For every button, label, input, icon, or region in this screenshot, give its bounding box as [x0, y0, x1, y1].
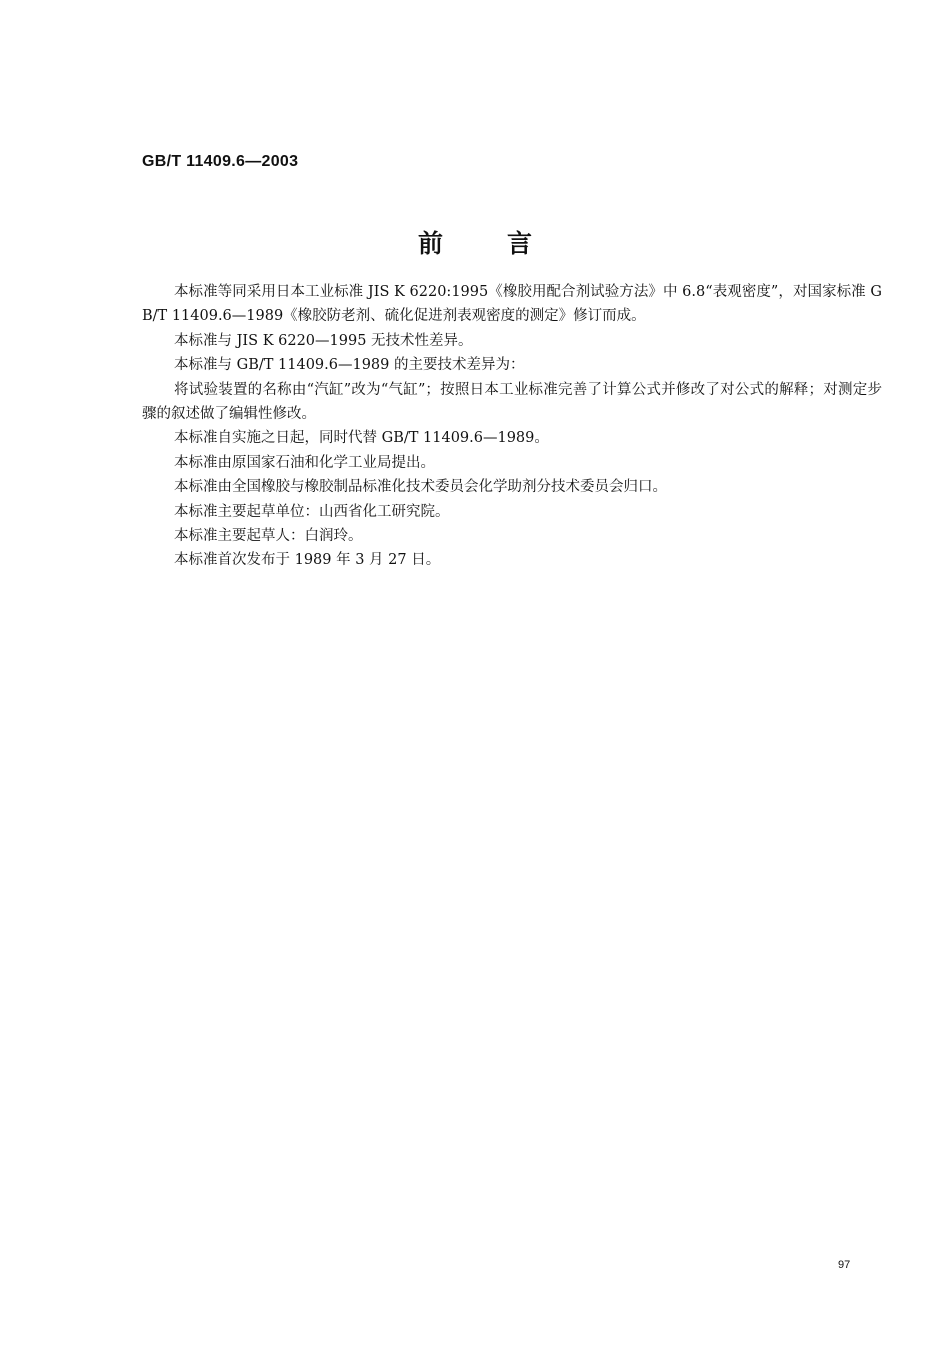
title-char-2: 言 [507, 229, 533, 258]
paragraph-drafting-unit: 本标准主要起草单位：山西省化工研究院。 [174, 503, 450, 520]
paragraph-replaces: 本标准自实施之日起，同时代替 GB/T 11409.6—1989。 [174, 430, 549, 447]
title-char-1: 前 [417, 229, 443, 258]
paragraph-no-difference: 本标准与 JIS K 6220—1995 无技术性差异。 [174, 332, 473, 349]
paragraph-adoption: 本标准等同采用日本工业标准 JIS K 6220:1995《橡胶用配合剂试验方法》中 6.8“表观密度”，对国家标准 GB/T 11409.6—1989《橡胶防老剂、硫化促进剂表观密度的测定》修订而成。 [142, 284, 882, 325]
foreword-body [142, 280, 882, 573]
paragraph-proposed-by: 本标准由原国家石油和化学工业局提出。 [174, 454, 435, 471]
paragraph-main-differences: 本标准与 GB/T 11409.6—1989 的主要技术差异为： [174, 357, 525, 374]
paragraph-first-issued: 本标准首次发布于 1989 年 3 月 27 日。 [174, 552, 441, 569]
paragraph-difference-details: 将试验装置的名称由“汽缸”改为“气缸”；按照日本工业标准完善了计算公式并修改了对公式的解释；对测定步骤的叙述做了编辑性修改。 [142, 381, 882, 423]
paragraph-under-jurisdiction: 本标准由全国橡胶与橡胶制品标准化技术委员会化学助剂分技术委员会归口。 [174, 479, 667, 496]
paragraph-drafter: 本标准主要起草人：白润玲。 [174, 528, 363, 545]
page-title [0, 224, 950, 260]
page-number: 97 [838, 1259, 851, 1271]
standard-code: GB/T 11409.6—2003 [142, 153, 299, 170]
